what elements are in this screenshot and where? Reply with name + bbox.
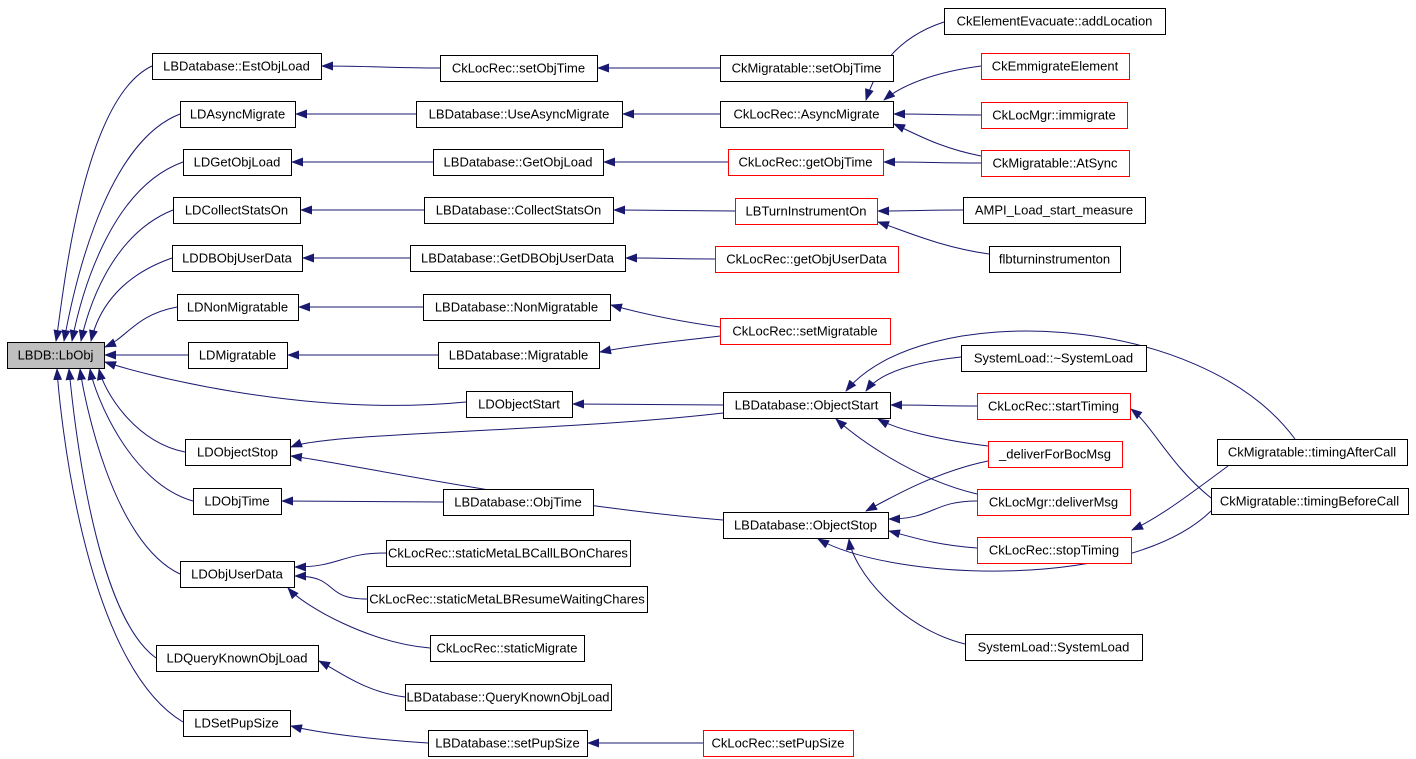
graph-node-label: flbturninstrumenton — [998, 251, 1111, 267]
graph-node-ldobjtime[interactable] — [194, 489, 282, 515]
graph-edge-starttiming-to-objectstart — [891, 405, 977, 406]
graph-node-starttiming[interactable] — [978, 394, 1131, 420]
graph-node-ldcollectstatson[interactable] — [174, 198, 301, 224]
graph-node-label: CkLocRec::stopTiming — [988, 542, 1120, 558]
graph-edge-objtime-to-ldobjtime — [282, 501, 443, 502]
graph-node-ckemmigrate[interactable] — [982, 54, 1130, 80]
graph-node-asyncmigrate[interactable] — [721, 102, 894, 128]
graph-edge-deliverforboc-to-objectstop — [866, 461, 988, 511]
graph-node-label: LDNonMigratable — [186, 299, 289, 315]
graph-edge-ctor-to-objectstop — [849, 539, 965, 644]
graph-node-label: SystemLoad::~SystemLoad — [973, 350, 1134, 366]
graph-nodes-layer — [8, 9, 1409, 757]
graph-node-ctor[interactable] — [966, 635, 1143, 661]
graph-node-ldmigratable[interactable] — [189, 343, 288, 369]
graph-node-label: CkLocRec::getObjTime — [738, 154, 873, 170]
graph-edge-deliverforboc-to-objectstart — [878, 419, 988, 446]
graph-node-getdbobjuserdata[interactable] — [411, 246, 626, 272]
graph-edge-ldobjectstop-to-lbobj — [99, 369, 185, 452]
graph-node-label: CkElementEvacuate::addLocation — [956, 13, 1153, 29]
graph-node-label: CkLocRec::setObjTime — [451, 60, 586, 76]
graph-node-ampi[interactable] — [964, 198, 1146, 224]
graph-node-label: LBDatabase::GetDBObjUserData — [421, 250, 614, 266]
graph-node-migratable[interactable] — [439, 343, 600, 369]
graph-node-label: CkLocRec::setMigratable — [732, 323, 878, 339]
graph-node-ldobjectstart[interactable] — [467, 392, 573, 418]
graph-node-ldsetpupsize[interactable] — [184, 711, 291, 737]
graph-edge-queryknownobjload-to-ldqueryknownobjload — [319, 661, 405, 697]
graph-node-timingaftercall[interactable] — [1218, 440, 1408, 466]
graph-node-setpupsize_db[interactable] — [429, 731, 588, 757]
graph-node-ldobjectstop[interactable] — [186, 440, 291, 466]
graph-edge-ldcollectstatson-to-lbobj — [81, 210, 173, 341]
graph-node-setobjtime_mig[interactable] — [721, 56, 894, 82]
graph-node-dtor[interactable] — [962, 346, 1147, 372]
graph-node-getobjuserdata[interactable] — [716, 247, 899, 273]
graph-node-label: LDDBObjUserData — [182, 250, 292, 266]
graph-edge-setobjtime_rec-to-estobjload — [322, 66, 440, 68]
graph-node-label: LBDatabase::NonMigratable — [434, 299, 599, 315]
graph-edge-objectstart-to-ldobjectstop — [291, 413, 723, 447]
graph-node-ldqueryknownobjload[interactable] — [157, 646, 319, 672]
graph-node-setpupsize_rec[interactable] — [704, 731, 854, 757]
graph-node-label: CkMigratable::timingBeforeCall — [1219, 493, 1400, 509]
graph-node-label: LDObjUserData — [191, 566, 283, 582]
graph-node-label: CkLocRec::staticMigrate — [436, 640, 578, 656]
graph-node-label: LBDatabase::ObjectStart — [734, 397, 879, 413]
graph-edge-ldobjuserdata-to-lbobj — [80, 369, 180, 574]
graph-node-label: CkLocMgr::deliverMsg — [988, 494, 1119, 510]
graph-node-deliverforboc[interactable] — [989, 442, 1123, 468]
graph-node-label: LBDatabase::QueryKnownObjLoad — [406, 689, 610, 705]
graph-edge-ldobjtime-to-lbobj — [90, 369, 193, 501]
graph-edge-timingbeforecall-to-starttiming — [1131, 409, 1211, 498]
graph-node-atsync[interactable] — [982, 151, 1130, 177]
graph-node-staticmetalbresume[interactable] — [368, 587, 648, 613]
graph-node-ldasyncmigrate[interactable] — [181, 102, 296, 128]
graph-node-flbturn[interactable] — [990, 247, 1121, 273]
graph-node-label: LBDatabase::setPupSize — [435, 735, 580, 751]
graph-node-lbobj — [8, 343, 105, 369]
graph-node-ldobjuserdata[interactable] — [181, 562, 295, 588]
graph-edge-ldqueryknownobjload-to-lbobj — [69, 369, 156, 658]
graph-node-ldnonmigratable[interactable] — [178, 295, 299, 321]
graph-edge-lbturninstrumenton-to-collectstatson — [614, 210, 735, 211]
graph-node-label: CkLocRec::staticMetaLBCallLBOnChares — [388, 545, 628, 561]
graph-node-label: CkMigratable::setObjTime — [731, 60, 882, 76]
graph-edge-immigrate-to-asyncmigrate — [894, 114, 981, 115]
graph-node-nonmigratable[interactable] — [424, 295, 611, 321]
graph-edge-staticmetalbcall-to-ldobjuserdata — [295, 553, 386, 567]
graph-node-ldgetobjload[interactable] — [184, 150, 292, 176]
graph-node-lbturninstrumenton[interactable] — [736, 199, 878, 225]
graph-edge-atsync-to-getobjtime — [884, 162, 981, 163]
graph-edge-delivermsg-to-objectstop — [889, 501, 977, 519]
graph-node-label: LDObjTime — [204, 493, 270, 509]
graph-node-label: CkLocRec::AsyncMigrate — [733, 106, 880, 122]
graph-node-getobjload[interactable] — [434, 150, 604, 176]
graph-node-label: LDSetPupSize — [194, 715, 279, 731]
graph-edge-setmigratable-to-nonmigratable — [611, 305, 720, 327]
graph-node-label: LDQueryKnownObjLoad — [166, 650, 308, 666]
graph-edge-setpupsize_db-to-ldsetpupsize — [291, 726, 428, 743]
graph-edge-getobjuserdata-to-getdbobjuserdata — [626, 258, 715, 259]
graph-node-objectstart[interactable] — [724, 393, 891, 419]
graph-edge-ldnonmigratable-to-lbobj — [105, 307, 177, 347]
graph-edge-ldasyncmigrate-to-lbobj — [64, 114, 180, 341]
graph-node-delivermsg[interactable] — [978, 490, 1131, 516]
graph-edge-ampi-to-lbturninstrumenton — [878, 210, 963, 211]
graph-node-estobjload[interactable] — [153, 54, 322, 80]
graph-node-label: LDCollectStatsOn — [184, 202, 289, 218]
graph-node-label: CkMigratable::AtSync — [992, 155, 1118, 171]
graph-edge-ckemmigrate-to-asyncmigrate — [884, 66, 981, 100]
graph-node-label: CkEmmigrateElement — [991, 58, 1119, 74]
graph-node-label: LBTurnInstrumentOn — [745, 203, 867, 219]
graph-node-staticmigrate[interactable] — [431, 636, 585, 662]
graph-node-immigrate[interactable] — [982, 103, 1128, 129]
graph-edge-atsync-to-asyncmigrate — [894, 124, 981, 156]
graph-node-useasyncmigrate[interactable] — [417, 102, 623, 128]
graph-node-label: LDMigratable — [198, 347, 277, 363]
graph-node-label: SystemLoad::SystemLoad — [977, 639, 1130, 655]
graph-edge-objectstart-to-ldobjectstart — [573, 404, 723, 405]
graph-node-label: CkLocRec::getObjUserData — [726, 251, 887, 267]
graph-node-label: CkLocRec::startTiming — [988, 398, 1119, 414]
graph-node-setmigratable[interactable] — [721, 319, 891, 345]
graph-node-label: LDGetObjLoad — [193, 154, 281, 170]
graph-node-label: CkLocRec::staticMetaLBResumeWaitingChares — [369, 591, 645, 607]
graph-node-label: LBDatabase::EstObjLoad — [163, 58, 310, 74]
graph-node-label: LBDatabase::Migratable — [448, 347, 589, 363]
graph-node-label: LBDB::LbObj — [17, 347, 94, 363]
graph-node-objectstop[interactable] — [724, 513, 889, 539]
graph-node-label: _deliverForBocMsg — [999, 446, 1111, 462]
graph-node-label: LBDatabase::ObjectStop — [733, 517, 878, 533]
graph-node-label: CkMigratable::timingAfterCall — [1227, 444, 1397, 460]
graph-node-addlocation[interactable] — [945, 9, 1166, 35]
graph-node-timingbeforecall[interactable] — [1212, 489, 1409, 515]
graph-node-label: LBDatabase::CollectStatsOn — [435, 202, 602, 218]
graph-node-collectstatson[interactable] — [425, 198, 614, 224]
graph-edge-stoptiming-to-objectstop — [889, 531, 977, 548]
graph-node-setobjtime_rec[interactable] — [441, 56, 598, 82]
graph-edge-setmigratable-to-migratable — [600, 336, 720, 352]
graph-node-staticmetalbcall[interactable] — [387, 541, 631, 567]
graph-node-lddbobjuserdata[interactable] — [173, 246, 303, 272]
graph-node-objtime[interactable] — [444, 490, 594, 516]
graph-node-label: CkLocRec::setPupSize — [711, 735, 845, 751]
graph-node-label: CkLocMgr::immigrate — [992, 107, 1116, 123]
graph-node-getobjtime[interactable] — [729, 150, 884, 176]
graph-node-label: LDObjectStop — [197, 444, 278, 460]
graph-edge-dtor-to-objectstart — [866, 357, 961, 391]
graph-node-label: LBDatabase::UseAsyncMigrate — [428, 106, 610, 122]
graph-node-queryknownobjload[interactable] — [406, 685, 612, 711]
graph-node-label: AMPI_Load_start_measure — [974, 202, 1134, 218]
graph-node-label: LDObjectStart — [478, 396, 560, 412]
graph-node-label: LDAsyncMigrate — [189, 106, 286, 122]
graph-node-label: LBDatabase::ObjTime — [454, 494, 582, 510]
graph-node-stoptiming[interactable] — [978, 538, 1132, 564]
graph-node-label: LBDatabase::GetObjLoad — [443, 154, 593, 170]
graph-edge-staticmetalbresume-to-ldobjuserdata — [295, 576, 367, 599]
